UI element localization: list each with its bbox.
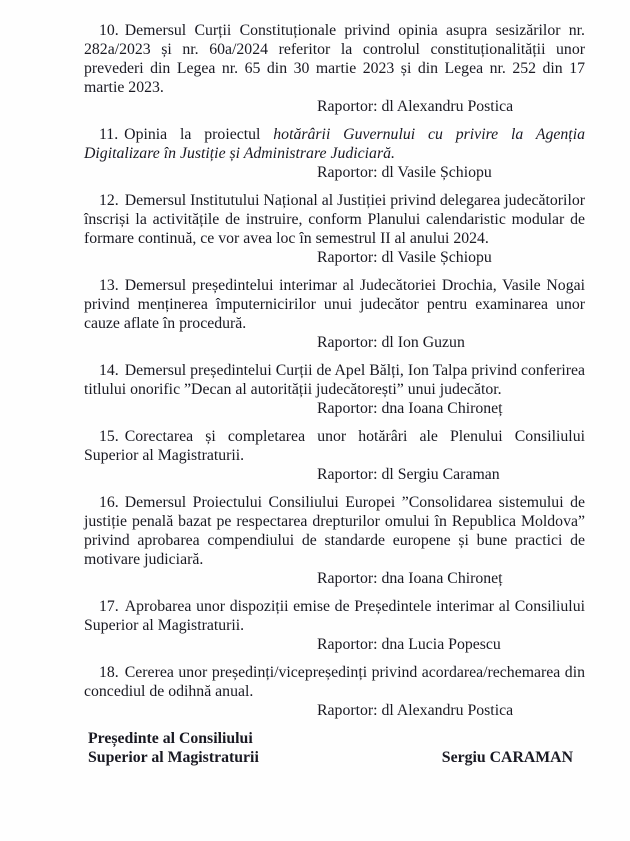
item-body: Demersul Institutului Național al Justiției privind delegarea judecătorilor înscriși la activitățile de instruire, conform Planului calendaristic modular de formare continuă, ce vor avea loc în semestrul II al anului 2024. [84, 192, 585, 247]
item-raportor: Raportor: dl Alexandru Postica [317, 98, 514, 115]
item-raportor: Raportor: dl Alexandru Postica [317, 702, 514, 719]
item-text [84, 125, 585, 163]
item-body: Demersul președintelui interimar al Judecătoriei Drochia, Vasile Nogai privind menținerea împuternicirilor unui judecător pentru examinarea unor cauze aflate în procedură. [84, 277, 585, 332]
item-raportor: Raportor: dna Ioana Chironeț [317, 570, 503, 587]
signature-title-line1: Președinte al Consiliului [88, 730, 253, 747]
item-body-italic: hotărârii Guvernului cu privire la Agenția Digitalizare în Justiție și Administrare Judiciară. [84, 126, 585, 162]
item-body: Demersul Proiectului Consiliului Europei ”Consolidarea sistemului de justiție penală bazat pe respectarea drepturilor omului în Republica Moldova” privind aprobarea compendiului de standarde europene și bune practici de motivare judiciară. [84, 494, 585, 568]
item-body: Cererea unor președinți/vicepreședinți privind acordarea/rechemarea din concediul de odihnă anual. [84, 664, 585, 700]
item-text [84, 21, 585, 97]
agenda-item [84, 493, 585, 588]
item-number: 12. [99, 192, 119, 209]
item-text [84, 663, 585, 701]
item-text [84, 427, 585, 465]
item-number: 16. [99, 494, 119, 511]
agenda-item [84, 21, 585, 116]
item-number: 14. [99, 362, 119, 379]
item-text [84, 493, 585, 569]
item-number: 17. [99, 598, 119, 615]
agenda-item [84, 427, 585, 484]
item-text [84, 597, 585, 635]
item-body: Corectarea și completarea unor hotărâri ale Plenului Consiliului Superior al Magistraturii. [84, 428, 585, 464]
item-number: 18. [99, 664, 119, 681]
item-raportor: Raportor: dl Ion Guzun [317, 334, 465, 351]
item-raportor: Raportor: dl Sergiu Caraman [317, 466, 500, 483]
agenda-item [84, 663, 585, 720]
item-text [84, 191, 585, 248]
agenda-item [84, 361, 585, 418]
item-body: Demersul Curții Constituționale privind opinia asupra sesizărilor nr. 282a/2023 și nr. 60a/2024 referitor la controlul constituționalității unor prevederi din Legea nr. 65 din 30 martie 2023 și din Legea nr. 252 din 17 martie 2023. [84, 22, 585, 96]
signature-block [84, 729, 585, 767]
signature-title [88, 729, 259, 767]
item-number: 11. [99, 126, 119, 143]
signature-name: Sergiu CARAMAN [441, 749, 573, 766]
item-body: Opinia la proiectul [124, 126, 261, 143]
item-number: 15. [99, 428, 119, 445]
item-raportor: Raportor: dl Vasile Șchiopu [317, 164, 492, 181]
item-body: Aprobarea unor dispoziții emise de Președintele interimar al Consiliului Superior al Magistraturii. [84, 598, 585, 634]
item-raportor: Raportor: dna Lucia Popescu [317, 636, 501, 653]
agenda-item [84, 125, 585, 182]
item-text [84, 361, 585, 399]
item-body: Demersul președintelui Curții de Apel Bălți, Ion Talpa privind conferirea titlului onorific ”Decan al autorității judecătorești” unui judecător. [84, 362, 585, 398]
item-number: 13. [99, 277, 119, 294]
agenda-item [84, 276, 585, 352]
item-raportor: Raportor: dl Vasile Șchiopu [317, 249, 492, 266]
agenda-item [84, 597, 585, 654]
agenda-item [84, 191, 585, 267]
signature-title-line2: Superior al Magistraturii [88, 749, 259, 766]
item-number: 10. [99, 22, 119, 39]
item-raportor: Raportor: dna Ioana Chironeț [317, 400, 503, 417]
item-text [84, 276, 585, 333]
